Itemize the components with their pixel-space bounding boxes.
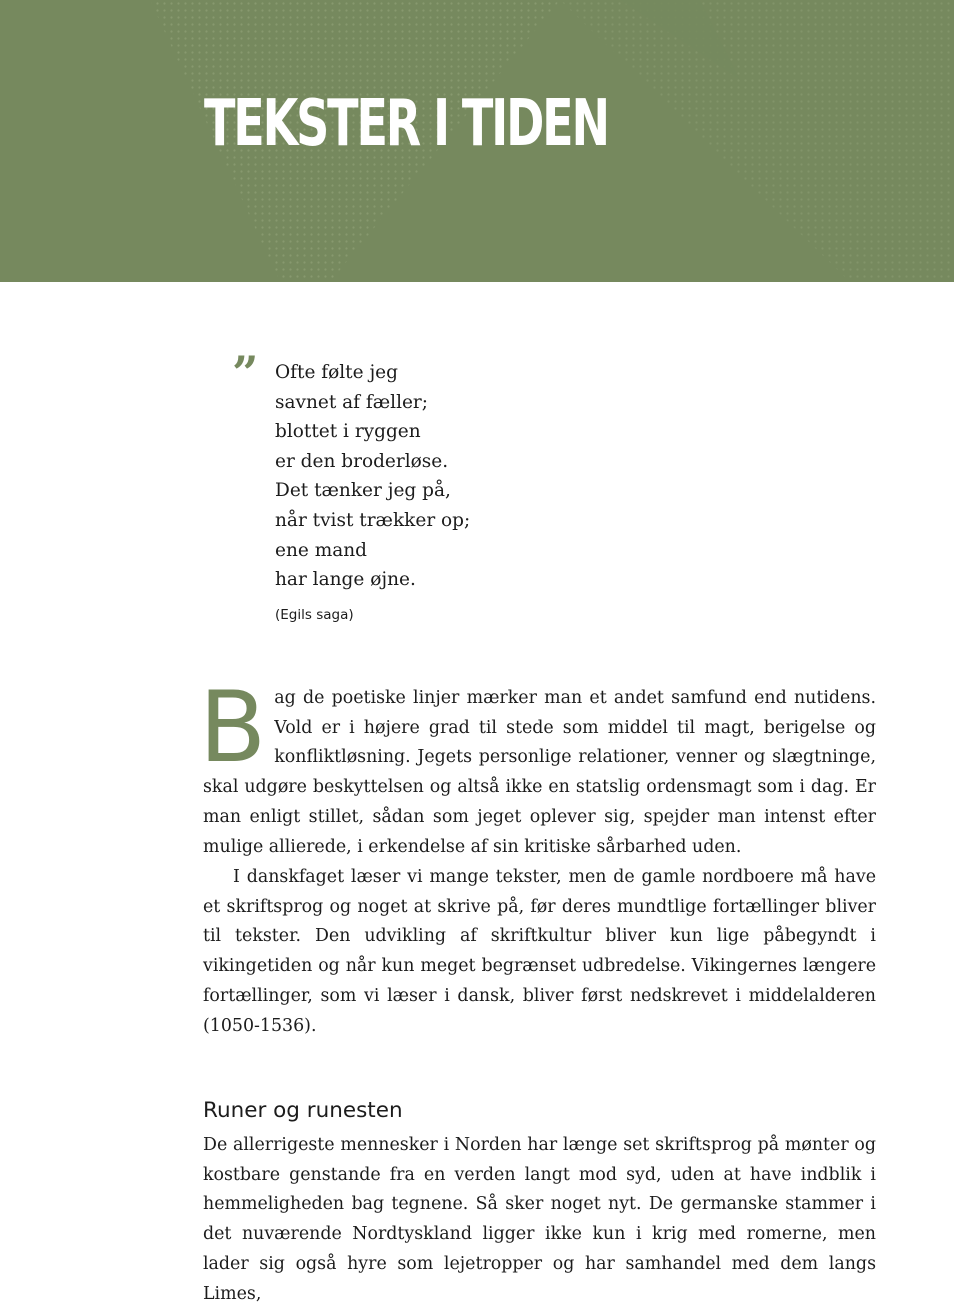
header-band (0, 0, 954, 282)
epigraph-poem (275, 358, 470, 595)
quote-mark-icon: ” (232, 346, 259, 400)
body-paragraph: De allerrigeste mennesker i Norden har længe set skriftsprog på mønter og kostbare genstande fra en verden langt mod syd, uden at have indblik i hemmeligheden bag tegnene. Så sker noget nyt. De germanske stammer i det nuværende Nordtyskland ligger ikke kun i krig med romerne, men lader sig også hyre som lejetropper og har samhandel med dem langs Limes, (203, 1135, 876, 1304)
poem-line: er den broderløse. (275, 450, 449, 472)
intro-paragraph (199, 671, 876, 862)
drop-cap: B (199, 671, 267, 785)
poem-line: blottet i ryggen (275, 421, 421, 443)
body-paragraph: I danskfaget læser vi mange tekster, men de gamle nordboere må have et skriftsprog og noget at skrive på, før deres mundtlige fortællinger bliver til tekster. Den udvikling af skriftkultur bliver kun lige påbegyndt i vikingetiden og når kun meget begrænset udbredelse. Vikingernes længere fortællinger, som vi læser i dansk, bliver først nedskrevet i middelalderen (1050-1536). (203, 867, 876, 1036)
poem-line: når tvist trækker op; (275, 509, 471, 531)
poem-line: Det tænker jeg på, (275, 480, 451, 502)
page-title: TEKSTER I TIDEN (204, 87, 608, 161)
poem-line: har lange øjne. (275, 569, 416, 591)
intro-paragraph-text: ag de poetiske linjer mærker man et andet samfund end nutidens. Vold er i højere grad til stede som middel til magt, berigelse og konfliktløsning. Jegets personlige relationer, venner og slægtninge, skal udgøre beskyttelsen og altså ikke en statslig ordensmagt som i dag. Er man enligt stillet, sådan som jeget oplever sig, spejder man intenst efter mulige allierede, i erkendelse af sin kritiske sårbarhed uden. (203, 688, 876, 857)
poem-line: savnet af fæller; (275, 391, 429, 413)
poem-line: Ofte følte jeg (275, 362, 398, 383)
epigraph-source: (Egils saga) (275, 607, 354, 623)
poem-line: ene mand (275, 539, 368, 561)
section-heading: Runer og runesten (203, 1098, 403, 1123)
